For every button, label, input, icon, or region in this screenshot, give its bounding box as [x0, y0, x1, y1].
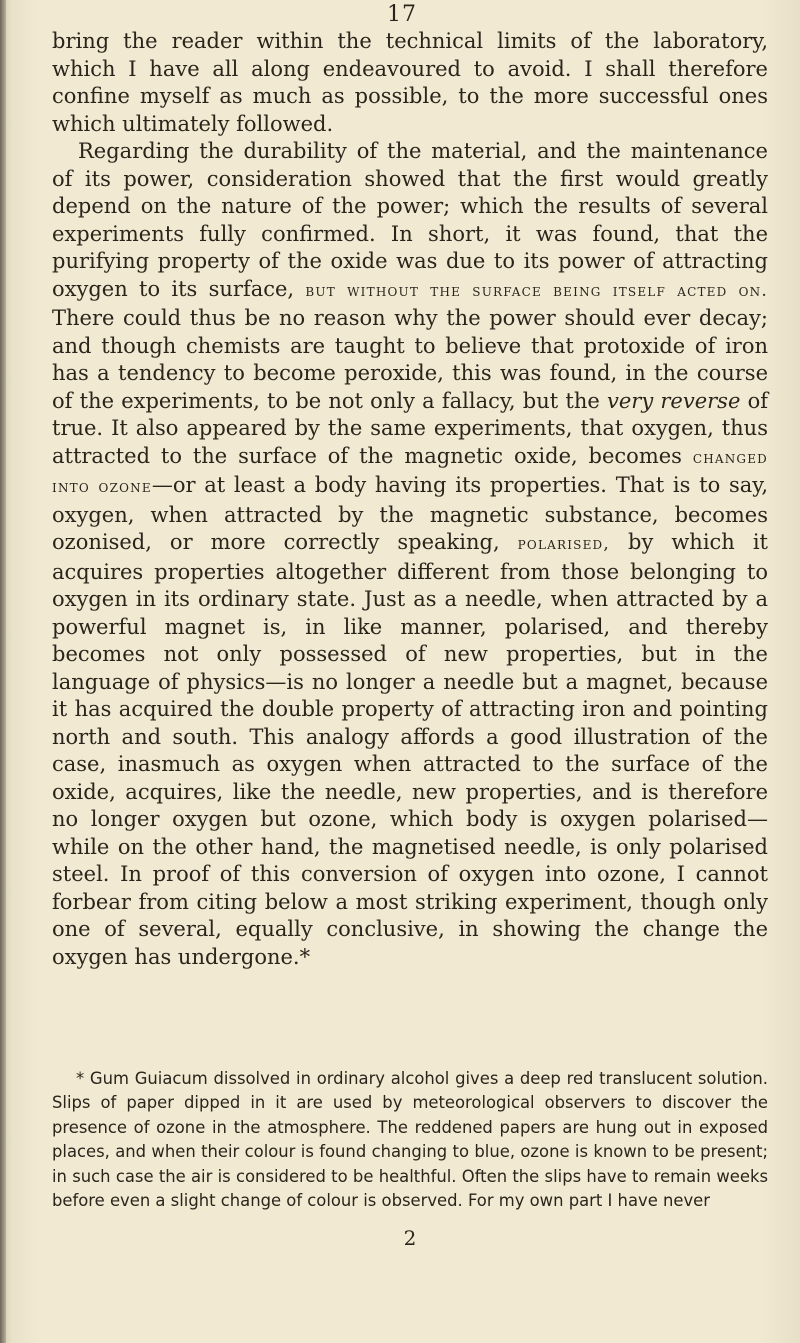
text-run: Regarding the durability of the material, and the maintenance of its power, consideration showed that the first would greatly depend on the nature of the power; which the results of several experiments fully confirmed. In short, it was found, that the purifying property of the oxide was due to its power of attracting oxygen to its surface,: [52, 139, 768, 301]
footnote: * Gum Guiacum dissolved in ordinary alcohol gives a deep red translucent solution. Slips of paper dipped in it are used by meteorological observers to discover the presence of ozone in the atmosphere. The reddened papers are hung out in exposed places, and when their colour is found changing to blue, ozone is known to be present; in such case the air is considered to be healthful. Often the slips have to remain weeks before even a slight change of colour is observed. For my own part I have never: [52, 1069, 768, 1211]
italic-run: very reverse: [606, 388, 741, 413]
paragraph-continuation: bring the reader within the technical limits of the laboratory, which I have all along endeavoured to avoid. I shall therefore confine myself as much as possible, to the more successful ones which ultimately followed.: [52, 29, 768, 136]
text-run: There could thus be no reason why the power should ever decay; and though chemists are taught to believe that protoxide of iron has a tendency to become peroxide, this was found, in the course of the experiments, to be not only a fallacy, but the: [52, 306, 768, 413]
body-text: [52, 28, 768, 971]
text-run: by which it acquires properties altogether different from those belonging to oxygen in its ordinary state. Just as a needle, when attracted by a powerful magnet is, in like manner, polarised, and thereby becomes not only possessed of new properties, but in the language of physics—is no longer a needle but a magnet, because it has acquired the double property of attracting iron and pointing north and south. This analogy affords a good illustration of the case, inasmuch as oxygen when attracted to the surface of the oxide, acquires, like the needle, new properties, and is therefore no longer oxygen but ozone, which body is oxygen polarised—while on the other hand, the magnetised needle, is only polarised steel. In proof of this conversion of oxygen into ozone, I cannot forbear from citing below a most striking experiment, though only one of several, equally conclusive, in showing the change the oxygen has undergone.*: [52, 530, 768, 969]
small-caps-run: but without the surface being itself acted on.: [305, 280, 768, 301]
text-run: —or at least a body having its properties. That is to say, oxygen, when attracted by the magnetic substance, becomes ozonised, or more correctly speaking,: [52, 473, 768, 554]
page-number: 17: [387, 2, 417, 27]
paragraph-durability: [52, 138, 768, 971]
small-caps-run: changed into ozone: [52, 447, 768, 497]
page-spine-shadow: [0, 0, 6, 1343]
small-caps-run: polarised,: [517, 534, 610, 554]
text-run: of true. It also appeared by the same experiments, that oxygen, thus attracted to the surface of the magnetic oxide, becomes: [52, 388, 768, 468]
signature-mark: 2: [403, 1226, 417, 1250]
